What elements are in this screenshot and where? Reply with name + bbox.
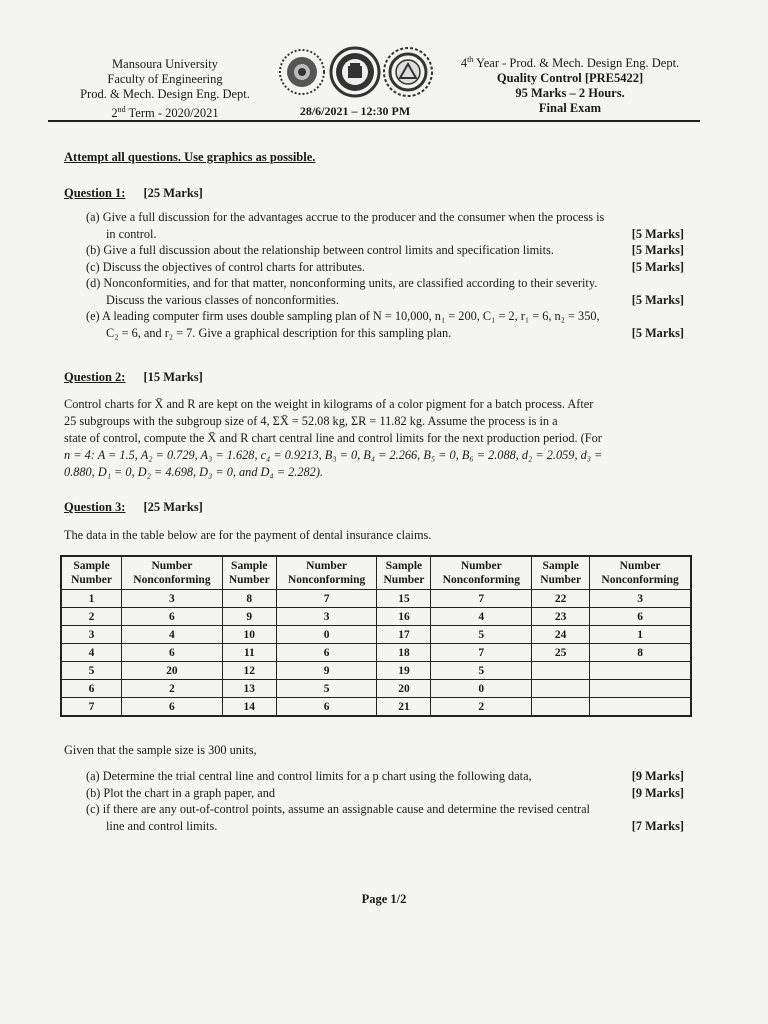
header-divider: [48, 120, 700, 122]
q1-item-b: [5 Marks] (b) Give a full discussion about the relationship between control limits and specification limits.: [86, 243, 684, 257]
table-cell: 1: [61, 590, 122, 608]
table-cell: 4: [61, 644, 122, 662]
question-1-title: Question 1:: [64, 186, 126, 200]
table-cell: [590, 698, 691, 717]
question-2-heading: [64, 370, 203, 385]
table-cell: 2: [431, 698, 532, 717]
table-cell: 6: [276, 644, 377, 662]
table-cell: 4: [431, 608, 532, 626]
question-2-marks: [15 Marks]: [143, 370, 203, 384]
col-header: Number Nonconforming: [122, 556, 223, 590]
instructions: Attempt all questions. Use graphics as possible.: [64, 150, 316, 164]
table-cell: 3: [122, 590, 223, 608]
table-cell: 0: [431, 680, 532, 698]
table-cell: 7: [431, 644, 532, 662]
table-cell: 22: [532, 590, 590, 608]
table-cell: 11: [222, 644, 276, 662]
exam-type: Final Exam: [538, 101, 602, 116]
table-cell: 7: [61, 698, 122, 717]
question-3-heading: [64, 500, 203, 515]
table-cell: [532, 698, 590, 717]
table-cell: 7: [431, 590, 532, 608]
question-3-title: Question 3:: [64, 500, 126, 514]
question-1-heading: [64, 186, 203, 201]
q3-item-b: [9 Marks] (b) Plot the chart in a graph paper, and: [86, 785, 684, 800]
q1-item-a: (a) Give a full discussion for the advantages accrue to the producer and the consumer when the process is [5 Marks] in control.: [86, 210, 684, 241]
question-1-marks: [25 Marks]: [143, 186, 203, 200]
table-cell: 6: [276, 698, 377, 717]
table-cell: 3: [61, 626, 122, 644]
table-cell: [532, 662, 590, 680]
question-3-intro: The data in the table below are for the payment of dental insurance claims.: [64, 528, 432, 542]
question-2-text: Control charts for X̄ and R are kept on the weight in kilograms of a color pigment for a batch process. After 25 subgroups with the subgroup size of 4, ΣX̄ = 52.08 kg, ΣR = 11.82 kg. Assume the process is in a state of control, compute the X̄ and R chart central line and control limits for the next production period. (For n = 4: A = 1.5, A₂ = 0.729, A₃ = 1.628, c₄ = 0.9213, B₃ = 0, B₄ = 2.266, B₅ = 0, B₆ = 2.088, d₂ = 2.059, d₃ = 0.880, D₁ = 0, D₂ = 4.698, D₃ = 0, and D₄ = 2.282).: [64, 397, 603, 479]
table-cell: 6: [122, 698, 223, 717]
table-cell: 0: [276, 626, 377, 644]
col-header: Sample Number: [532, 556, 590, 590]
table-cell: 21: [377, 698, 431, 717]
page-number: Page 1/2: [361, 892, 407, 906]
table-cell: 6: [61, 680, 122, 698]
term-label: 2nd Term - 2020/2021: [111, 105, 219, 121]
table-cell: 1: [590, 626, 691, 644]
table-cell: 10: [222, 626, 276, 644]
table-cell: 25: [532, 644, 590, 662]
q1-item-e: (e) A leading computer firm uses double sampling plan of N = 10,000, n₁ = 200, C₁ = 2, r₁ = 6, n₂ = 350, [5 Marks] C₂ = 6, and r₂ = 7. Give a graphical description for this sampling plan.: [86, 309, 684, 340]
col-header: Sample Number: [222, 556, 276, 590]
col-header: Sample Number: [377, 556, 431, 590]
university-block: [60, 57, 270, 121]
question-3-items: [86, 768, 684, 834]
table-row: [61, 662, 691, 680]
table-row: [61, 644, 691, 662]
table-cell: 5: [431, 626, 532, 644]
col-header: Number Nonconforming: [276, 556, 377, 590]
table-cell: 9: [276, 662, 377, 680]
university-logos: [270, 42, 440, 102]
table-cell: 18: [377, 644, 431, 662]
q3-item-c: (c) if there are any out-of-control points, assume an assignable cause and determine the revised central [7 Marks] line and control limits.: [86, 802, 684, 833]
q1-item-d: (d) Nonconformities, and for that matter, nonconforming units, are classified according to their severity. [5 Marks] Discuss the various classes of nonconformities.: [86, 276, 684, 307]
question-3-marks: [25 Marks]: [143, 500, 203, 514]
table-cell: 6: [122, 608, 223, 626]
table-row: [61, 590, 691, 608]
exam-date: 28/6/2021 – 12:30 PM: [299, 104, 411, 118]
logo-seal-center: [331, 48, 379, 96]
table-cell: 3: [276, 608, 377, 626]
table-cell: 5: [61, 662, 122, 680]
course-code: Quality Control [PRE5422]: [496, 71, 644, 86]
logo-seal-left: [280, 50, 324, 94]
university-name: Mansoura University: [112, 57, 218, 71]
table-cell: 15: [377, 590, 431, 608]
table-cell: 17: [377, 626, 431, 644]
table-cell: 5: [431, 662, 532, 680]
table-cell: 8: [222, 590, 276, 608]
table-cell: 9: [222, 608, 276, 626]
table-row: [61, 698, 691, 717]
table-cell: 16: [377, 608, 431, 626]
sample-size-note: Given that the sample size is 300 units,: [64, 743, 257, 757]
col-header: Number Nonconforming: [431, 556, 532, 590]
table-cell: [532, 680, 590, 698]
table-cell: 2: [61, 608, 122, 626]
table-cell: 14: [222, 698, 276, 717]
table-row: [61, 680, 691, 698]
table-cell: 8: [590, 644, 691, 662]
question-2-title: Question 2:: [64, 370, 126, 384]
table-cell: 6: [590, 608, 691, 626]
table-cell: 4: [122, 626, 223, 644]
table-cell: 2: [122, 680, 223, 698]
table-cell: [590, 662, 691, 680]
table-row: [61, 608, 691, 626]
table-cell: 3: [590, 590, 691, 608]
col-header: Number Nonconforming: [590, 556, 691, 590]
table-cell: 24: [532, 626, 590, 644]
table-cell: 23: [532, 608, 590, 626]
logo-seals-icon: [270, 42, 440, 102]
q1-item-c: [5 Marks] (c) Discuss the objectives of control charts for attributes.: [86, 259, 684, 274]
claims-data-table: [60, 555, 692, 717]
table-cell: 13: [222, 680, 276, 698]
exam-marks: 95 Marks – 2 Hours.: [515, 86, 625, 101]
table-cell: 20: [377, 680, 431, 698]
table-cell: 5: [276, 680, 377, 698]
table-cell: 12: [222, 662, 276, 680]
table-row: [61, 626, 691, 644]
department-name: Prod. & Mech. Design Eng. Dept.: [80, 87, 250, 101]
table-cell: [590, 680, 691, 698]
q3-item-a: [9 Marks] (a) Determine the trial central line and control limits for a p chart using the following data,: [86, 769, 684, 783]
table-cell: 20: [122, 662, 223, 680]
table-cell: 19: [377, 662, 431, 680]
table-header-row: [61, 556, 691, 590]
year-label: 4th Year - Prod. & Mech. Design Eng. Dept.: [460, 55, 680, 71]
course-block: [440, 52, 700, 116]
faculty-name: Faculty of Engineering: [107, 72, 223, 86]
logo-seal-right: [384, 48, 432, 96]
col-header: Sample Number: [61, 556, 122, 590]
table-cell: 7: [276, 590, 377, 608]
question-1-items: [86, 209, 684, 341]
table-cell: 6: [122, 644, 223, 662]
